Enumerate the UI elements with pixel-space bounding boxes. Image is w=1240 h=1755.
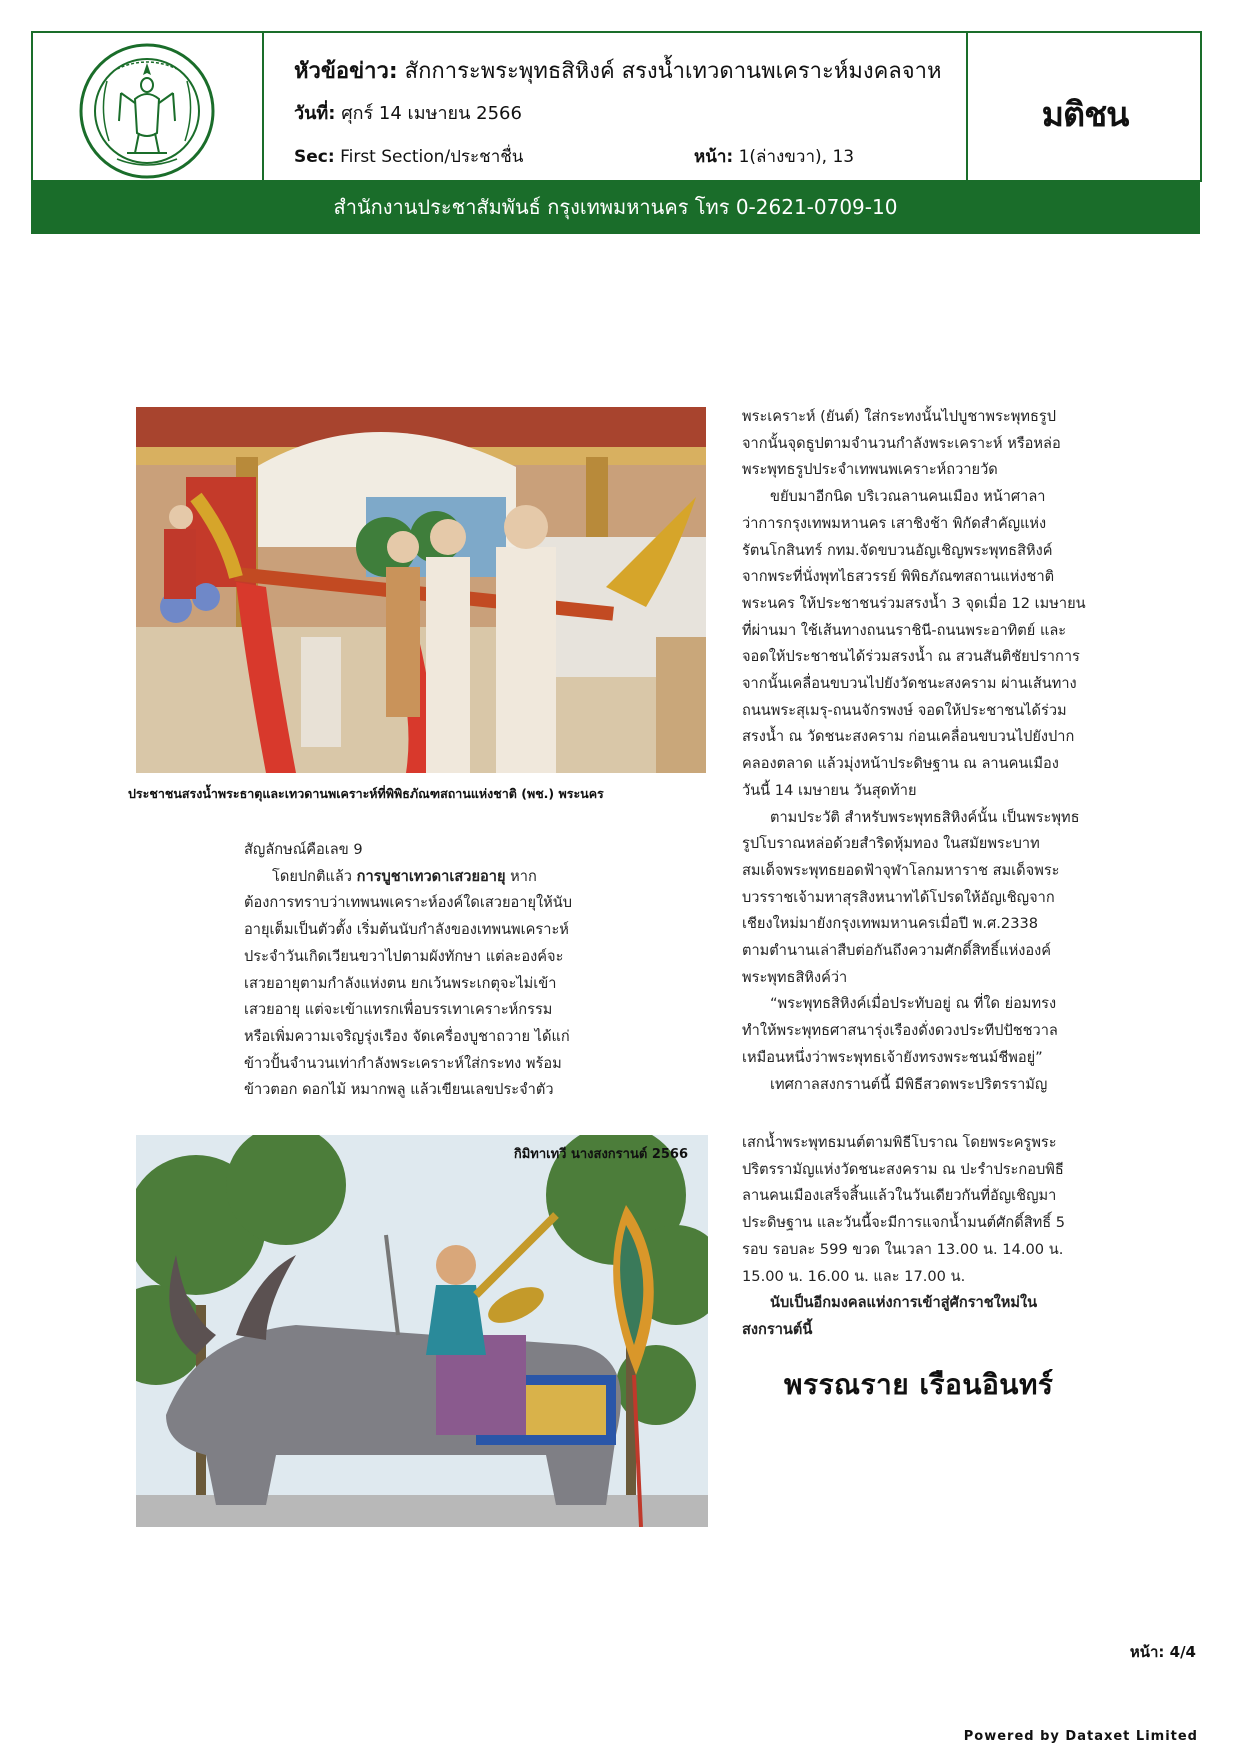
paragraph-line: จากพระที่นั่งพุทไธสวรรย์ พิพิธภัณฑสถานแห่งชาติ bbox=[742, 568, 1055, 586]
paragraph-line: เสวยอายุ แต่จะเข้าแทรกเพื่อบรรเทาเคราะห์กรรม bbox=[244, 1001, 553, 1019]
article-column-left bbox=[244, 837, 616, 1104]
paragraph-line: สรงน้ำ ณ วัดชนะสงคราม ก่อนเคลื่อนขบวนไปยังปาก bbox=[742, 728, 1075, 746]
paragraph-line: จากนั้นจุดธูปตามจำนวนกำลังพระเคราะห์ หรือหล่อ bbox=[742, 434, 1061, 452]
page-counter: หน้า: 4/4 bbox=[1129, 1643, 1196, 1661]
paragraph-line: ตามตำนานเล่าสืบต่อกันถึงความศักดิ์สิทธิ์แห่งองค์ bbox=[742, 942, 1052, 960]
date-label: วันที่: bbox=[294, 103, 336, 124]
paragraph-line: ต้องการทราบว่าเทพนพเคราะห์องค์ใดเสวยอายุให้นับ bbox=[244, 894, 573, 912]
headline-line bbox=[294, 53, 942, 88]
paragraph-line: เชียงใหม่มายังกรุงเทพมหานครเมื่อปี พ.ศ.2338 bbox=[742, 915, 1039, 933]
paragraph-line: พระเคราะห์ (ยันต์) ใส่กระทงนั้นไปบูชาพระพุทธรูป bbox=[742, 408, 1056, 425]
section-line bbox=[294, 143, 523, 170]
paragraph-line: ทำให้พระพุทธศาสนารุ่งเรืองดั่งดวงประทีปปัชชวาล bbox=[742, 1022, 1058, 1040]
paragraph-line: รัตนโกสินทร์ กทม.จัดขบวนอัญเชิญพระพุทธสิหิงค์ bbox=[742, 541, 1053, 559]
publication-cell bbox=[966, 33, 1202, 182]
powered-by: Powered by Dataxet Limited bbox=[963, 1729, 1198, 1744]
article-column-right-upper bbox=[742, 404, 1118, 1098]
paragraph-line: จากนั้นเคลื่อนขบวนไปยังวัดชนะสงคราม ผ่านเส้นทาง bbox=[742, 675, 1077, 693]
photo-songkran-lady bbox=[136, 1135, 708, 1527]
logo-cell bbox=[33, 33, 264, 182]
paragraph-line: สมเด็จพระพุทธยอดฟ้าจุฬาโลกมหาราช สมเด็จพระ bbox=[742, 861, 1060, 879]
header-frame bbox=[31, 31, 1202, 182]
page-label: หน้า: bbox=[694, 147, 734, 167]
paragraph-line: เทศกาลสงกรานต์นี้ มีพิธีสวดพระปริตรรามัญ bbox=[770, 1075, 1048, 1093]
paragraph-line: ประจำวันเกิดเวียนขวาไปตามผังทักษา แต่ละองค์จะ bbox=[244, 947, 564, 965]
paragraph-line: ลานคนเมืองเสร็จสิ้นแล้วในวันเดียวกันที่อัญเชิญมา bbox=[742, 1187, 1057, 1205]
photo-songkran-lady-caption: กิมิทาเทวี นางสงกรานต์ 2566 bbox=[513, 1147, 688, 1162]
photo-songkran-lady-image bbox=[136, 1135, 708, 1527]
paragraph-line: ว่าการกรุงเทพมหานคร เสาชิงช้า พิกัดสำคัญแห่ง bbox=[742, 514, 1047, 532]
paragraph-line: ที่ผ่านมา ใช้เส้นทางถนนราชินี-ถนนพระอาทิตย์ และ bbox=[742, 621, 1067, 639]
paragraph-line: จอดให้ประชาชนได้ร่วมสรงน้ำ ณ สวนสันติชัยปราการ bbox=[742, 648, 1080, 666]
info-cell bbox=[264, 33, 964, 182]
paragraph-line: หรือเพิ่มความเจริญรุ่งเรือง จัดเครื่องบูชาถวาย ได้แก่ bbox=[244, 1027, 570, 1045]
paragraph-line: ปริตรรามัญแห่งวัดชนะสงคราม ณ ปะรำประกอบพิธี bbox=[742, 1160, 1064, 1178]
paragraph-line: สัญลักษณ์คือเลข 9 bbox=[244, 841, 363, 858]
paragraph-line: 15.00 น. 16.00 น. และ 17.00 น. bbox=[742, 1267, 966, 1285]
paragraph-line: เสกน้ำพระพุทธมนต์ตามพิธีโบราณ โดยพระครูพระ bbox=[742, 1134, 1057, 1151]
paragraph-line: วันนี้ 14 เมษายน วันสุดท้าย bbox=[742, 781, 917, 799]
clipping-header bbox=[31, 31, 1200, 234]
paragraph-line: รอบ รอบละ 599 ขวด ในเวลา 13.00 น. 14.00 น. bbox=[742, 1240, 1064, 1258]
paragraph-line bbox=[244, 864, 616, 891]
photo-bathing-ceremony bbox=[136, 407, 706, 773]
photo-bathing-ceremony-caption: ประชาชนสรงน้ำพระธาตุและเทวดานพเคราะห์ที่พิพิธภัณฑสถานแห่งชาติ (พช.) พระนคร bbox=[128, 786, 604, 801]
paragraph-line: ประดิษฐาน และวันนี้จะมีการแจกน้ำมนต์ศักดิ์สิทธิ์ 5 bbox=[742, 1214, 1066, 1232]
paragraph-line: ตามประวัติ สำหรับพระพุทธสิหิงค์นั้น เป็นพระพุทธ bbox=[770, 808, 1080, 826]
paragraph-line: พระนคร ให้ประชาชนร่วมสรงน้ำ 3 จุดเมื่อ 12 เมษายน bbox=[742, 594, 1086, 612]
paragraph-line: คลองตลาด แล้วมุ่งหน้าประดิษฐาน ณ ลานคนเมือง bbox=[742, 755, 1059, 773]
paragraph-line: พระพุทธรูปประจำเทพนพเคราะห์ถวายวัด bbox=[742, 461, 998, 479]
bold-term: การบูชาเทวดาเสวยอายุ bbox=[356, 867, 506, 885]
paragraph-line: ข้าวปั้นจำนวนเท่ากำลังพระเคราะห์ใส่กระทง พร้อม bbox=[244, 1054, 562, 1072]
date-value: ศุกร์ 14 เมษายน 2566 bbox=[341, 103, 522, 124]
paragraph-line: “พระพุทธสิหิงค์เมื่อประทับอยู่ ณ ที่ใด ย่อมทรง bbox=[770, 995, 1057, 1013]
headline-label: หัวข้อข่าว: bbox=[294, 59, 398, 84]
byline: พรรณราย เรือนอินทร์ bbox=[784, 1368, 1054, 1401]
text-fragment: หาก bbox=[505, 867, 537, 885]
section-label: Sec: bbox=[294, 147, 335, 167]
paragraph-line: เสวยอายุตามกำลังแห่งตน ยกเว้นพระเกตุจะไม่เข้า bbox=[244, 974, 557, 992]
paragraph-line: รูปโบราณหล่อด้วยสำริดหุ้มทอง ในสมัยพระบาท bbox=[742, 835, 1040, 853]
paragraph-line-bold: นับเป็นอีกมงคลแห่งการเข้าสู่ศักราชใหม่ใน bbox=[770, 1294, 1038, 1312]
paragraph-line: อายุเต็มเป็นตัวตั้ง เริ่มต้นนับกำลังของเทพนพเคราะห์ bbox=[244, 921, 569, 939]
page-value: 1(ล่างขวา), 13 bbox=[738, 147, 855, 167]
paragraph-line: บวรราชเจ้ามหาสุรสิงหนาทได้โปรดให้อัญเชิญจาก bbox=[742, 888, 1055, 906]
paragraph-line: เหมือนหนึ่งว่าพระพุทธเจ้ายังทรงพระชนม์ชีพอยู่” bbox=[742, 1048, 1043, 1066]
paragraph-line: ขยับมาอีกนิด บริเวณลานคนเมือง หน้าศาลา bbox=[770, 488, 1046, 506]
paragraph-line-bold: สงกรานต์นี้ bbox=[742, 1320, 813, 1338]
headline: สักการะพระพุทธสิหิงค์ สรงน้ำเทวดานพเคราะห์มงคลจาห bbox=[404, 59, 942, 84]
article-column-right-lower bbox=[742, 1130, 1118, 1344]
section-value: First Section/ประชาชื่น bbox=[340, 147, 524, 167]
date-line bbox=[294, 98, 522, 127]
paragraph-line: ถนนพระสุเมรุ-ถนนจักรพงษ์ จอดให้ประชาชนได้ร่วม bbox=[742, 701, 1067, 719]
photo-bathing-ceremony-image bbox=[136, 407, 706, 773]
page-line bbox=[694, 143, 854, 170]
text-fragment: โดยปกติแล้ว bbox=[272, 867, 357, 885]
paragraph-line: พระพุทธสิหิงค์ว่า bbox=[742, 968, 848, 986]
office-bar: สำนักงานประชาสัมพันธ์ กรุงเทพมหานคร โทร 0-2621-0709-10 bbox=[31, 180, 1200, 234]
paragraph-line: ข้าวตอก ดอกไม้ หมากพลู แล้วเขียนเลขประจำตัว bbox=[244, 1081, 554, 1099]
publication-name: มติชน bbox=[1041, 95, 1129, 135]
bangkok-seal-icon bbox=[77, 41, 217, 181]
